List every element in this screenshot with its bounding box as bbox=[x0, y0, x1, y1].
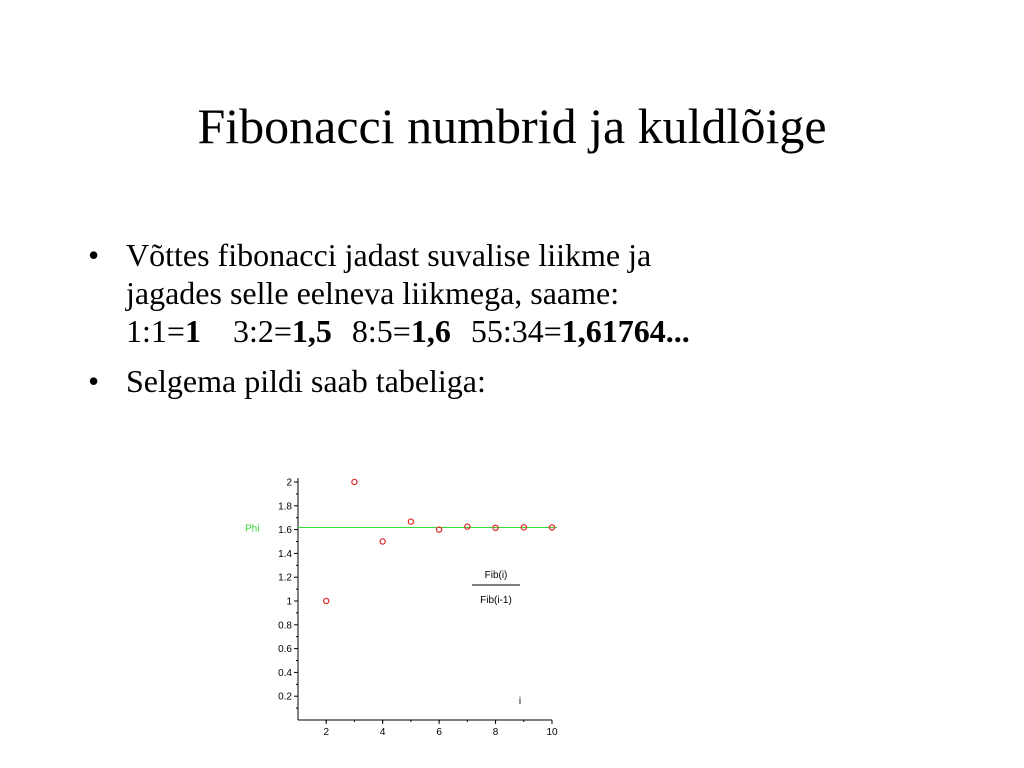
fibonacci-ratio-chart bbox=[240, 466, 570, 746]
bullet1-line2: jagades selle eelneva liikmega, saame: bbox=[126, 275, 620, 311]
data-point bbox=[352, 479, 357, 484]
bullet-dot: • bbox=[88, 363, 100, 399]
bullet-item-ratios bbox=[88, 236, 968, 350]
y-tick-label: 1.8 bbox=[278, 501, 292, 513]
phi-label: Phi bbox=[245, 523, 260, 535]
slide-title: Fibonacci numbrid ja kuldlõige bbox=[197, 98, 827, 154]
x-tick-label: 6 bbox=[436, 727, 442, 738]
x-tick-label: 10 bbox=[546, 727, 558, 738]
bullet-dot: • bbox=[88, 237, 100, 273]
y-tick-label: 0.6 bbox=[278, 644, 292, 656]
data-point bbox=[408, 519, 413, 524]
y-tick-label: 1.6 bbox=[278, 525, 292, 537]
y-tick-label: 1.2 bbox=[278, 572, 292, 584]
bullet-item-table bbox=[88, 362, 968, 400]
y-tick-label: 1 bbox=[286, 596, 292, 608]
bullet1-line1: Võttes fibonacci jadast suvalise liikme ja bbox=[126, 237, 652, 273]
x-tick-label: 4 bbox=[379, 727, 386, 738]
y-tick-label: 0.4 bbox=[278, 667, 292, 679]
x-tick-label: 8 bbox=[492, 727, 499, 738]
formula-numerator: Fib(i) bbox=[484, 570, 508, 581]
x-tick-label: 2 bbox=[323, 727, 330, 738]
y-tick-label: 0.8 bbox=[278, 620, 292, 632]
y-tick-label: 2 bbox=[286, 477, 292, 489]
formula-denominator: Fib(i-1) bbox=[480, 595, 512, 606]
data-point bbox=[380, 539, 385, 544]
data-point bbox=[324, 598, 329, 603]
ratio-1-1: 1:1=1 bbox=[126, 313, 201, 349]
chart-svg bbox=[240, 466, 570, 746]
y-tick-label: 1.4 bbox=[278, 548, 292, 560]
y-tick-label: 0.2 bbox=[278, 691, 292, 703]
bullet2-text: Selgema pildi saab tabeliga: bbox=[126, 363, 486, 399]
data-point bbox=[465, 524, 470, 529]
ratio-3-2: 3:2=1,5 bbox=[232, 313, 332, 349]
ratio-8-5: 8:5=1,6 bbox=[351, 313, 451, 349]
x-axis-label: i bbox=[518, 696, 522, 707]
bullet-list bbox=[88, 236, 968, 412]
ratio-55-34: 55:34=1,61764... bbox=[470, 313, 690, 349]
